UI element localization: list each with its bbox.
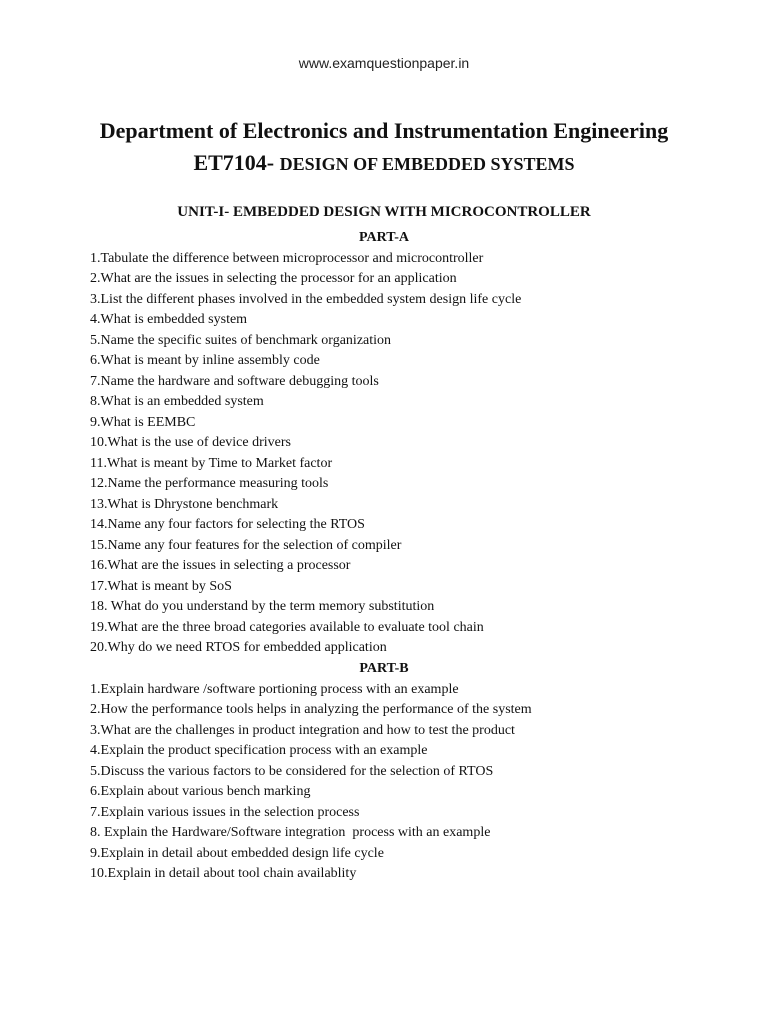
question-item: 1.Tabulate the difference between microprocessor and microcontroller [90, 250, 484, 266]
question-item: 11.What is meant by Time to Market factor [90, 455, 333, 471]
course-title: DESIGN OF EMBEDDED SYSTEMS [279, 154, 575, 174]
part-b-label: PART-B [359, 661, 409, 676]
part-a-section [90, 228, 678, 659]
question-item: 10.Explain in detail about tool chain availablity [90, 866, 357, 881]
department-title: Department of Electronics and Instrumentation Engineering [99, 118, 669, 143]
question-item: 13.What is Dhrystone benchmark [90, 496, 279, 512]
unit-heading: UNIT-I- EMBEDDED DESIGN WITH MICROCONTROLLER [177, 204, 591, 220]
question-item: 7.Explain various issues in the selection process [90, 804, 360, 820]
question-item: 6.Explain about various bench marking [90, 784, 311, 799]
question-item: 5.Name the specific suites of benchmark organization [90, 332, 392, 348]
course-code: ET7104- [193, 150, 275, 175]
question-item: 1.Explain hardware /software portioning process with an example [90, 681, 459, 697]
question-item: 8. Explain the Hardware/Software integration process with an example [90, 825, 491, 840]
question-item: 2.What are the issues in selecting the processor for an application [90, 271, 457, 286]
question-item: 17.What is meant by SoS [90, 578, 232, 594]
question-item: 18. What do you understand by the term memory substitution [90, 599, 435, 614]
question-item: 7.Name the hardware and software debugging tools [90, 373, 379, 389]
question-item: 9.What is EEMBC [90, 414, 196, 430]
website-url[interactable]: www.examquestionpaper.in [298, 55, 470, 71]
question-item: 6.What is meant by inline assembly code [90, 353, 320, 368]
question-item: 3.List the different phases involved in the embedded system design life cycle [90, 291, 522, 307]
question-item: 9.Explain in detail about embedded design life cycle [90, 845, 384, 861]
question-item: 8.What is an embedded system [90, 394, 264, 409]
part-b-section [90, 659, 678, 885]
question-item: 16.What are the issues in selecting a processor [90, 558, 351, 573]
question-item: 4.Explain the product specification process with an example [90, 743, 428, 758]
course-heading [0, 150, 768, 176]
question-item: 5.Discuss the various factors to be considered for the selection of RTOS [90, 763, 494, 779]
question-item: 20.Why do we need RTOS for embedded application [90, 640, 387, 655]
part-a-label: PART-A [358, 230, 410, 245]
question-item: 2.How the performance tools helps in analyzing the performance of the system [90, 702, 532, 717]
question-item: 15.Name any four features for the selection of compiler [90, 537, 402, 553]
question-item: 14.Name any four factors for selecting the RTOS [90, 517, 365, 532]
question-item: 10.What is the use of device drivers [90, 435, 291, 450]
question-item: 12.Name the performance measuring tools [90, 476, 329, 491]
question-item: 4.What is embedded system [90, 312, 248, 327]
question-item: 19.What are the three broad categories available to evaluate tool chain [90, 619, 484, 635]
question-item: 3.What are the challenges in product integration and how to test the product [90, 722, 515, 738]
